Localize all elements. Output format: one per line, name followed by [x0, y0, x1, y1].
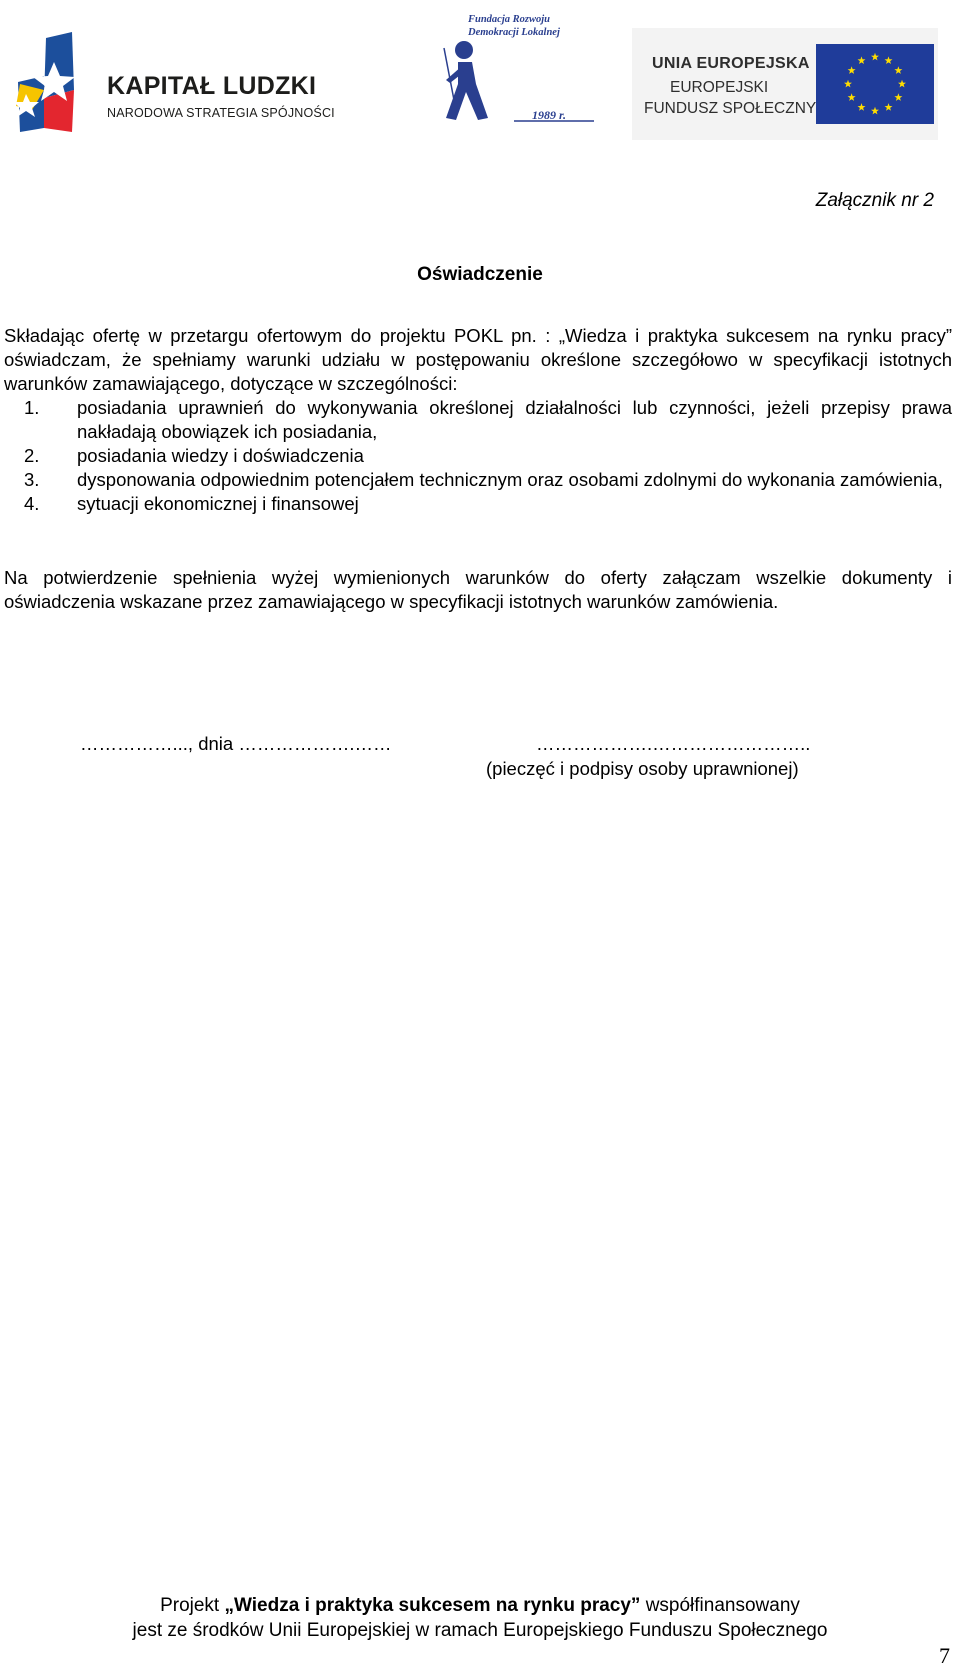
intro-paragraph: Składając ofertę w przetargu ofertowym do projektu POKL pn. : „Wiedza i praktyka sukcesem na rynku pracy” oświadczam, że spełniamy warunki udziału w postępowaniu określone szczegółowo w specyfikacji istotnych warunków zamawiającego, dotyczące w szczególności: — [4, 325, 952, 394]
list-item-number: 3. — [24, 469, 40, 490]
fundacja-line2: Demokracji Lokalnej — [468, 27, 560, 38]
footer-project-name: „Wiedza i praktyka sukcesem na rynku pracy” — [224, 1595, 641, 1616]
signature-line: ……………….…………………….. — [536, 733, 811, 754]
list-item-number: 1. — [24, 397, 40, 418]
signature-label: (pieczęć i podpisy osoby uprawnionej) — [486, 758, 799, 779]
fundacja-logo — [442, 12, 602, 130]
kapital-ludzki-emblem-icon — [14, 32, 102, 140]
list-item-text: sytuacji ekonomicznej i finansowej — [77, 493, 359, 514]
document-title: Oświadczenie — [417, 264, 543, 285]
fundacja-year: 1989 r. — [532, 108, 567, 122]
walking-figure-icon — [442, 40, 502, 124]
list-item-text: posiadania wiedzy i doświadczenia — [77, 445, 364, 466]
footer-prefix: Projekt — [160, 1595, 225, 1616]
annex-label: Załącznik nr 2 — [815, 190, 934, 211]
list-item — [0, 468, 952, 492]
list-item — [0, 396, 952, 444]
unia-line3: FUNDUSZ SPOŁECZNY — [644, 100, 817, 117]
place-date-field: ……………..., dnia ……………….…… — [80, 733, 392, 754]
footer-line2: jest ze środków Unii Europejskiej w ramach Europejskiego Funduszu Społecznego — [132, 1620, 828, 1641]
fundacja-line1: Fundacja Rozwoju — [468, 14, 550, 25]
footer-suffix: współfinansowany — [640, 1595, 800, 1616]
unia-europejska-logo — [632, 28, 938, 140]
page-number: 7 — [939, 1643, 950, 1668]
list-item — [0, 492, 952, 516]
confirmation-paragraph: Na potwierdzenie spełnienia wyżej wymienionych warunków do oferty załączam wszelkie dokumenty i oświadczenia wskazane przez zamawiającego w specyfikacji istotnych warunków zamówienia. — [4, 567, 952, 612]
kapital-ludzki-subtitle: NARODOWA STRATEGIA SPÓJNOŚCI — [107, 106, 335, 120]
list-item-text: dysponowania odpowiednim potencjałem technicznym oraz osobami zdolnymi do wykonania zamówienia, — [77, 469, 943, 490]
list-item-number: 2. — [24, 445, 40, 466]
list-item-number: 4. — [24, 493, 40, 514]
conditions-list — [0, 396, 952, 516]
unia-line1: UNIA EUROPEJSKA — [652, 55, 810, 72]
footer-line1 — [0, 1595, 960, 1617]
list-item — [0, 444, 952, 468]
kapital-ludzki-logo — [14, 32, 344, 140]
unia-line2: EUROPEJSKI — [670, 79, 769, 96]
kapital-ludzki-title: KAPITAŁ LUDZKI — [107, 72, 317, 100]
list-item-text: posiadania uprawnień do wykonywania określonej działalności lub czynności, jeżeli przepisy prawa nakładają obowiązek ich posiadania, — [77, 397, 952, 442]
eu-flag-icon — [816, 44, 934, 124]
